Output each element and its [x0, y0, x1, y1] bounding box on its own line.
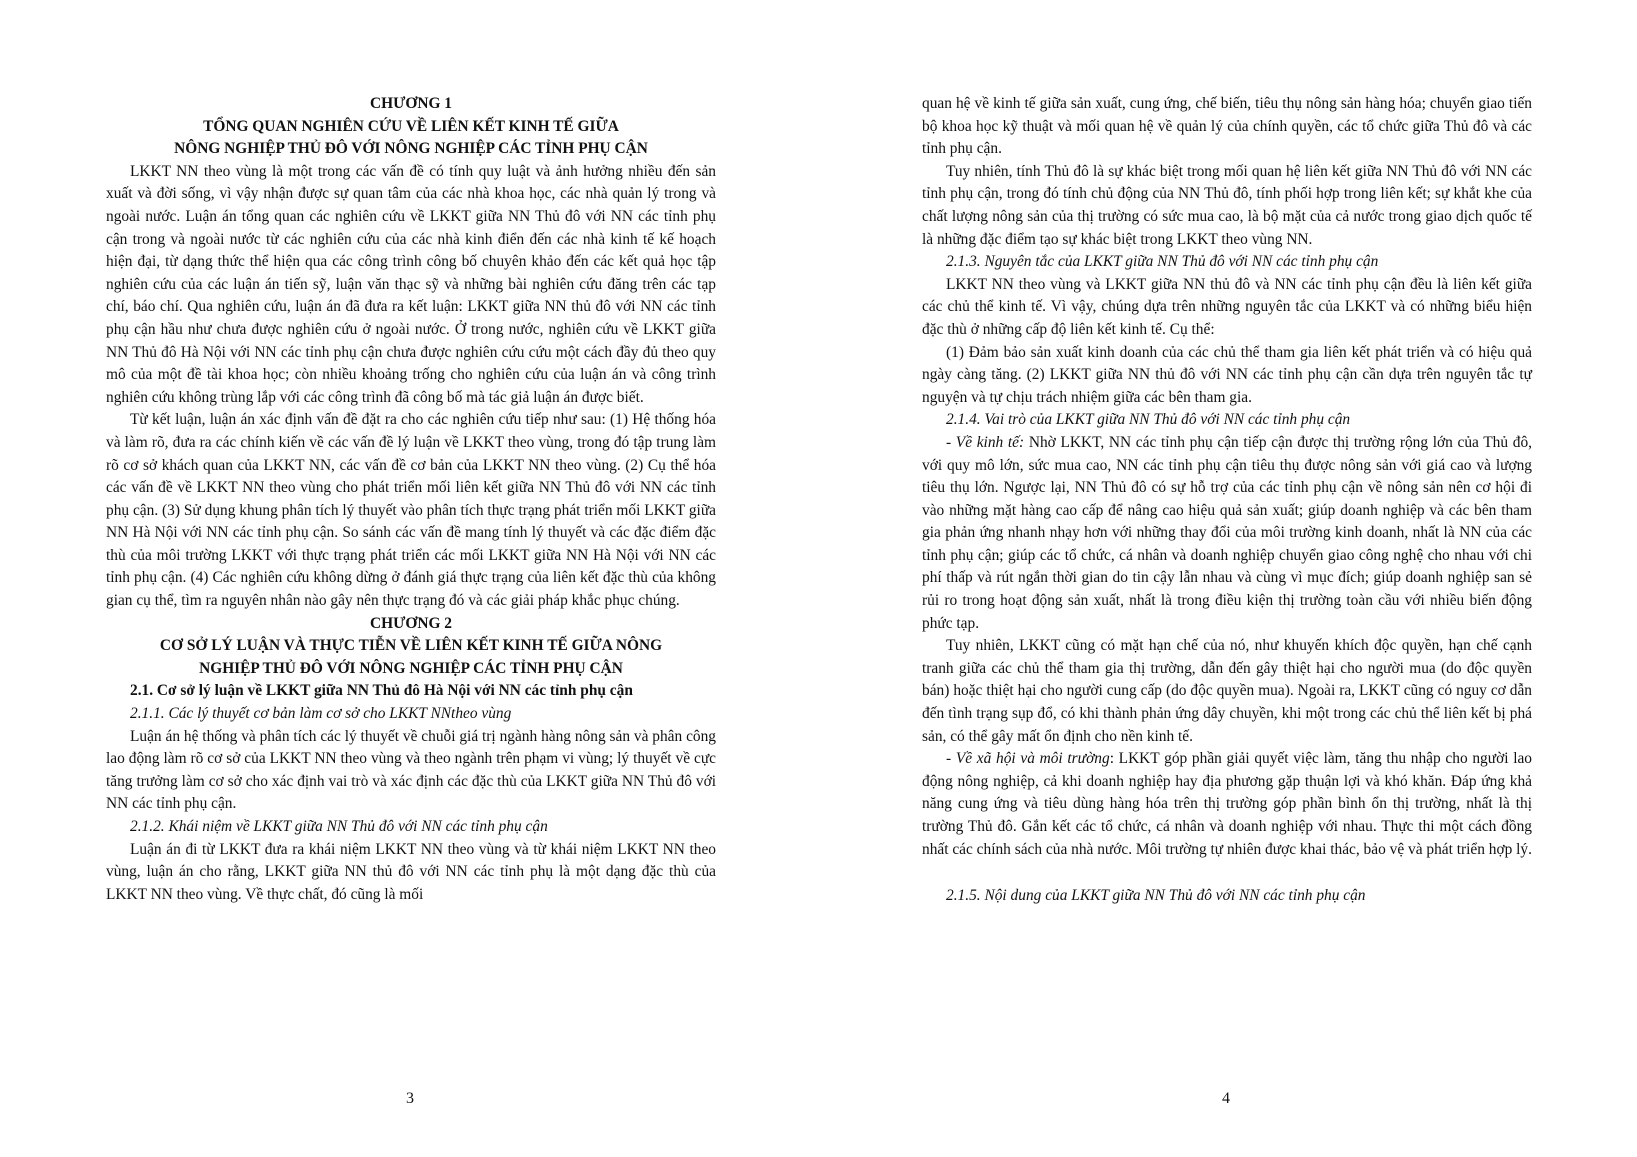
- section-2-1-2-paragraph: Luận án đi từ LKKT đưa ra khái niệm LKKT NN theo vùng và từ khái niệm LKKT NN theo vùng, luận án cho rằng, LKKT giữa NN thủ đô với NN các tỉnh phụ là một dạng đặc thù của LKKT NN theo vùng. Về thực chất, đó cũng là mối: [106, 840, 716, 903]
- limitations-paragraph: Tuy nhiên, LKKT cũng có mặt hạn chế của nó, như khuyến khích độc quyền, hạn chế cạnh tranh giữa các chủ thể tham gia thị trường, dẫn đến gây thiệt hại cho người mua (do độc quyền bán) hoặc thiệt hại cho người cung cấp (do độc quyền mua). Ngoài ra, LKKT cũng có nguy cơ dẫn đến tình trạng sụp đổ, có khi thành phản ứng dây chuyền, khi một trong các chủ thể liên kết bị phá sản, có thể gây mất ổn định cho nền kinh tế.: [922, 637, 1532, 745]
- page-number-right: 4: [1222, 1090, 1230, 1107]
- economic-label: - Về kinh tế:: [946, 433, 1025, 451]
- section-2-1-1-paragraph: Luận án hệ thống và phân tích các lý thuyết về chuỗi giá trị ngành hàng nông sản và phân công lao động làm rõ cơ sở của LKKT NN theo vùng và theo ngành trên phạm vi vùng; lý thuyết về cực tăng trưởng làm cơ sở cho xác định vai trò và xác định các đặc thù của LKKT giữa NN Thủ đô với NN các tỉnh phụ cận.: [106, 727, 716, 813]
- economic-text: Nhờ LKKT, NN các tỉnh phụ cận tiếp cận được thị trường rộng lớn của Thủ đô, với quy mô lớn, sức mua cao, NN các tỉnh phụ cận tiêu thụ được nông sản với giá cao và lượng tiêu thụ lớn. Ngược lại, NN Thủ đô có sự hỗ trợ của các tỉnh phụ cận về nông sản nên cơ hội đi vào những mặt hàng cao cấp để nâng cao hiệu quả sản xuất; giúp doanh nghiệp và các bên tham gia phản ứng nhanh nhạy hơn với những thay đổi của môi trường kinh doanh, nhất là NN của các tỉnh phụ cận; giúp các tổ chức, cá nhân và doanh nghiệp chuyển giao công nghệ cho nhau với chi phí thấp và rút ngắn thời gian do tin cậy lẫn nhau và cùng vì mục đích; giúp doanh nghiệp san sẻ rủi ro trong hoạt động sản xuất, nhất là trong điều kiện thị trường toàn cầu với nhiều biến động phức tạp.: [922, 433, 1532, 632]
- chapter1-label: CHƯƠNG 1: [370, 95, 452, 112]
- right-page: [922, 93, 1532, 908]
- section-2-1-3-heading: 2.1.3. Nguyên tắc của LKKT giữa NN Thủ đô với NN các tỉnh phụ cận: [946, 253, 1379, 271]
- section-2-1-1-heading: 2.1.1. Các lý thuyết cơ bản làm cơ sở cho LKKT NNtheo vùng: [130, 705, 512, 723]
- social-role-paragraph: [922, 748, 1532, 861]
- chapter1-paragraph-1: LKKT NN theo vùng là một trong các vấn đề có tính quy luật và ảnh hưởng nhiều đến sản xuất và đời sống, vì vậy nhận được sự quan tâm của các nhà khoa học, các nhà quản lý trong và ngoài nước. Luận án tổng quan các nghiên cứu về LKKT giữa NN Thủ đô với NN các tỉnh phụ cận trong và ngoài nước từ các nghiên cứu của các nhà kinh điển đến các nhà kinh tế kế hoạch hiện đại, từ dạng thức thể hiện qua các công trình công bố chuyên khảo đến các kết quả học tập nghiên cứu của các luận án tiến sỹ, luận văn thạc sỹ và những bài nghiên cứu đăng trên các tạp chí, báo chí. Qua nghiên cứu, luận án đã đưa ra kết luận: LKKT giữa NN thủ đô với NN các tỉnh phụ cận hầu như chưa được nghiên cứu ở ngoài nước. Ở trong nước, nghiên cứu về LKKT giữa NN Thủ đô Hà Nội với NN các tỉnh phụ cận chưa được nghiên cứu cứu một cách đầy đủ theo quy mô của một đề tài khoa học; còn nhiều khoảng trống cho nghiên cứu của luận án và công trình nghiên cứu không trùng lắp với các công trình đã công bố mà tác giả luận án được biết.: [106, 162, 716, 406]
- social-text: : LKKT góp phần giải quyết việc làm, tăng thu nhập cho người lao động nông nghiệp, cả khi doanh nghiệp hay địa phương gặp thuận lợi và khó khăn. Đáp ứng khả năng cung ứng và tiêu dùng hàng hóa trên thị trường góp phần bình ổn thị trường, nhất là thị trường Thủ đô. Gắn kết các tổ chức, cá nhân và doanh nghiệp với nhau. Thực thi một cách đồng nhất các chính sách của nhà nước. Môi trường tự nhiên được khai thác, bảo vệ và phát triển hợp lý.: [922, 750, 1533, 858]
- page-number-left: 3: [406, 1090, 414, 1107]
- section-2-1-5-heading: 2.1.5. Nội dung của LKKT giữa NN Thủ đô với NN các tỉnh phụ cận: [946, 887, 1366, 905]
- social-label: - Về xã hội và môi trường: [946, 750, 1110, 768]
- section-2-1-3-list: (1) Đảm bảo sản xuất kinh doanh của các chủ thể tham gia liên kết phát triển và có hiệu quả ngày càng tăng. (2) LKKT giữa NN thủ đô với NN các tỉnh phụ cận cần dựa trên nguyên tắc tự nguyện và tự chịu trách nhiệm giữa các bên tham gia.: [922, 343, 1532, 406]
- chapter1-paragraph-2: Từ kết luận, luận án xác định vấn đề đặt ra cho các nghiên cứu tiếp như sau: (1) Hệ thống hóa và làm rõ, đưa ra các chính kiến về các vấn đề lý luận về LKKT theo vùng, trong đó tập trung làm rõ cơ sở khách quan của LKKT NN, các vấn đề cơ bản của LKKT NN theo vùng. (2) Cụ thể hóa các vấn đề về LKKT NN theo vùng cho phát triển mối liên kết giữa NN Thủ đô với NN các tỉnh phụ cận. (3) Sử dụng khung phân tích lý thuyết vào phân tích thực trạng phát triển mối LKKT giữa NN Hà Nội với NN các tỉnh phụ cận. So sánh các vấn đề mang tính lý thuyết và các đặc điểm đặc thù của môi trường LKKT với thực trạng phát triển các mối LKKT giữa NN Hà Nội với NN các tỉnh phụ cận. (4) Các nghiên cứu không dừng ở đánh giá thực trạng của liên kết đặc thù của không gian cụ thể, tìm ra nguyên nhân nào gây nên thực trạng đó và các giải pháp khắc phục chúng.: [106, 411, 716, 610]
- chapter2-title-line2: NGHIỆP THỦ ĐÔ VỚI NÔNG NGHIỆP CÁC TỈNH PHỤ CẬN: [199, 659, 623, 677]
- section-2-1-2-heading: 2.1.2. Khái niệm về LKKT giữa NN Thủ đô với NN các tỉnh phụ cận: [130, 818, 548, 835]
- continued-paragraph: quan hệ về kinh tế giữa sản xuất, cung ứng, chế biến, tiêu thụ nông sản hàng hóa; chuyển giao tiến bộ khoa học kỹ thuật và mối quan hệ về quản lý của chính quyền, các tổ chức giữa Thủ đô và các tỉnh phụ cận.: [922, 95, 1532, 158]
- economic-role-paragraph: [922, 432, 1532, 635]
- however-paragraph: Tuy nhiên, tính Thủ đô là sự khác biệt trong mối quan hệ liên kết giữa NN Thủ đô với NN các tỉnh phụ cận, trong đó tính chủ động của NN Thủ đô, tính phối hợp trong liên kết; sự khắt khe của chất lượng nông sản của thị trường có sức mua cao, là bộ mặt của cả nước trong giao dịch quốc tế là những đặc điểm tạo sự khác biệt trong LKKT theo vùng NN.: [922, 162, 1532, 248]
- section-2-1-3-paragraph: LKKT NN theo vùng và LKKT giữa NN thủ đô và NN các tỉnh phụ cận đều là liên kết giữa các chủ thể kinh tế. Vì vậy, chúng dựa trên những nguyên tắc của LKKT và có những biểu hiện đặc thù ở những cấp độ liên kết kinh tế. Cụ thể:: [922, 275, 1532, 338]
- left-page: [106, 93, 716, 906]
- chapter2-title-line1: CƠ SỞ LÝ LUẬN VÀ THỰC TIỄN VỀ LIÊN KẾT KINH TẾ GIỮA NÔNG: [159, 637, 663, 655]
- chapter2-label: CHƯƠNG 2: [370, 614, 452, 632]
- chapter1-title-line1: TỔNG QUAN NGHIÊN CỨU VỀ LIÊN KẾT KINH TẾ GIỮA: [203, 117, 619, 135]
- section-2-1-heading: 2.1. Cơ sở lý luận về LKKT giữa NN Thủ đô Hà Nội với NN các tỉnh phụ cận: [130, 682, 633, 700]
- chapter1-title-line2: NÔNG NGHIỆP THỦ ĐÔ VỚI NÔNG NGHIỆP CÁC TỈNH PHỤ CẬN: [174, 140, 648, 158]
- section-2-1-4-heading: 2.1.4. Vai trò của LKKT giữa NN Thủ đô với NN các tỉnh phụ cận: [946, 411, 1351, 429]
- spacer: [922, 861, 1532, 885]
